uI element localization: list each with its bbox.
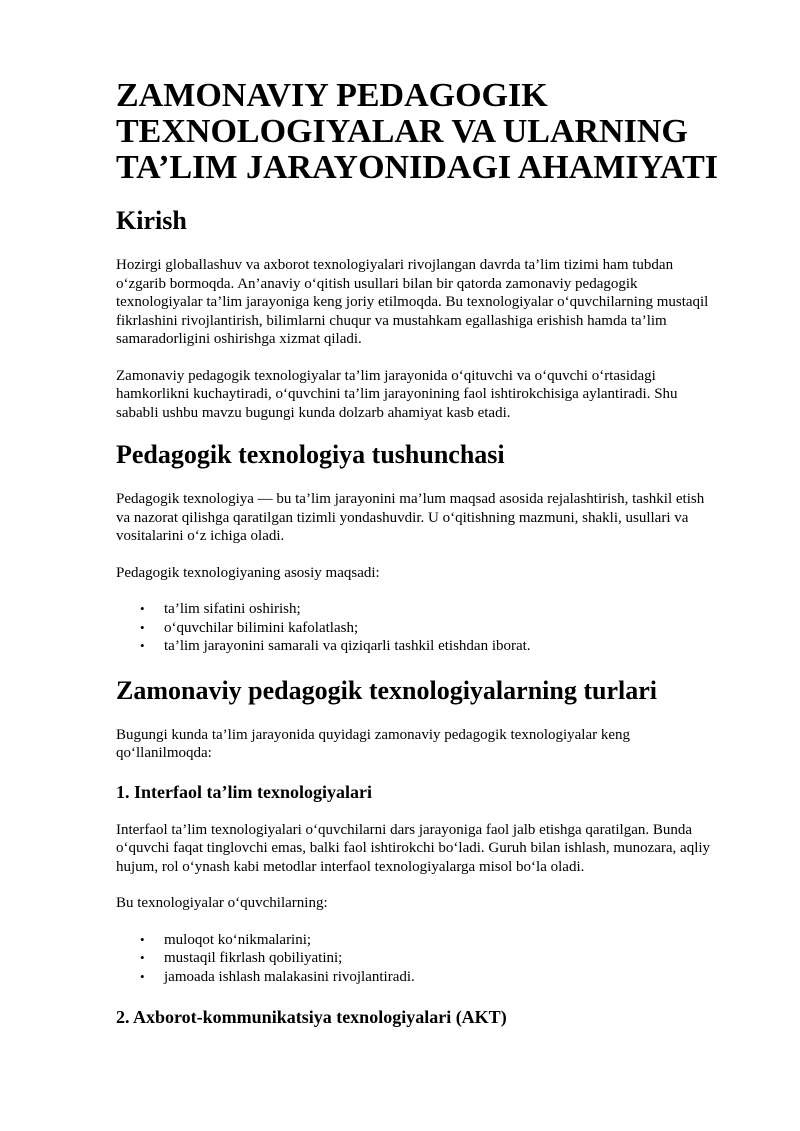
- list-item: [140, 619, 720, 638]
- interactive-list-intro: Bu texnologiyalar o‘quvchilarning:: [116, 895, 328, 911]
- bullet-icon: •: [140, 601, 145, 616]
- heading-concept: Pedagogik texnologiya tushunchasi: [116, 440, 505, 469]
- heading-interactive: 1. Interfaol ta’lim texnologiyalari: [116, 781, 372, 802]
- list-item: [140, 637, 720, 656]
- interactive-paragraph: Interfaol ta’lim texnologiyalari o‘quvchilarni dars jarayoniga faol jalb etishga qaratilgan. Bunda o‘quvchi faqat tinglovchi emas, balki faol ishtirokchi bo‘ladi. Guruh bilan ishlash, munozara, aqliy hujum, rol o‘ynash kabi metodlar interfaol texnologiyalarga misol bo‘la oladi.: [116, 821, 711, 875]
- types-intro: Bugungi kunda ta’lim jarayonida quyidagi zamonaviy pedagogik texnologiyalar keng qo‘llanilmoqda:: [116, 726, 631, 761]
- list-item: [140, 931, 720, 950]
- heading-intro: Kirish: [116, 206, 187, 235]
- goals-list: [116, 600, 720, 656]
- bullet-icon: •: [140, 950, 145, 965]
- list-item-text: mustaqil fikrlash qobiliyatini;: [164, 950, 343, 966]
- list-item-text: ta’lim sifatini oshirish;: [164, 601, 301, 617]
- list-item: [140, 600, 720, 619]
- list-item-text: ta’lim jarayonini samarali va qiziqarli tashkil etishdan iborat.: [164, 638, 531, 654]
- bullet-icon: •: [140, 619, 145, 635]
- list-item-text: jamoada ishlash malakasini rivojlantiradi.: [164, 968, 415, 985]
- concept-paragraph: Pedagogik texnologiya — bu ta’lim jarayonini ma’lum maqsad asosida rejalashtirish, tashkil etish va nazorat qilishga qaratilgan tizimli yondashuvdir. U o‘qitishning mazmuni, shakli, usullari va vositalarini o‘z ichiga oladi.: [116, 491, 705, 544]
- intro-paragraph-2: Zamonaviy pedagogik texnologiyalar ta’lim jarayonida o‘qituvchi va o‘quvchi o‘rtasidagi hamkorlikni kuchaytiradi, o‘quvchini ta’lim jarayonining faol ishtirokchisiga aylantiradi. Shu sababli ushbu mavzu bugungi kunda dolzarb ahamiyat kasb etadi.: [116, 367, 678, 421]
- bullet-icon: •: [140, 638, 145, 653]
- list-item: [140, 949, 720, 968]
- concept-goal-intro: Pedagogik texnologiyaning asosiy maqsadi:: [116, 564, 380, 581]
- intro-paragraph-1: Hozirgi globallashuv va axborot texnologiyalari rivojlangan davrda ta’lim tizimi ham tubdan o‘zgarib bormoqda. An’anaviy o‘qitish usullari bilan bir qatorda zamonaviy pedagogik texnologiyalar ta’lim jarayoniga keng joriy etilmoqda. Bu texnologiyalar o‘quvchilarning mustaqil fikrlashini rivojlantirish, bilimlarni chuqur va mustahkam egallashiga erishish hamda ta’lim samaradorligini oshirishga xizmat qiladi.: [116, 257, 709, 347]
- heading-ict: 2. Axborot-kommunikatsiya texnologiyalari (AKT): [116, 1007, 507, 1027]
- heading-types: Zamonaviy pedagogik texnologiyalarning turlari: [116, 675, 657, 705]
- list-item-text: o‘quvchilar bilimini kafolatlash;: [164, 619, 359, 636]
- bullet-icon: •: [140, 931, 145, 947]
- list-item-text: muloqot ko‘nikmalarini;: [164, 931, 312, 948]
- bullet-icon: •: [140, 968, 145, 984]
- page-title: ZAMONAVIY PEDAGOGIK TEXNOLOGIYALAR VA ULARNING TA’LIM JARAYONIDAGI AHAMIYATI: [116, 77, 718, 186]
- skills-list: [116, 931, 720, 987]
- list-item: [140, 968, 720, 987]
